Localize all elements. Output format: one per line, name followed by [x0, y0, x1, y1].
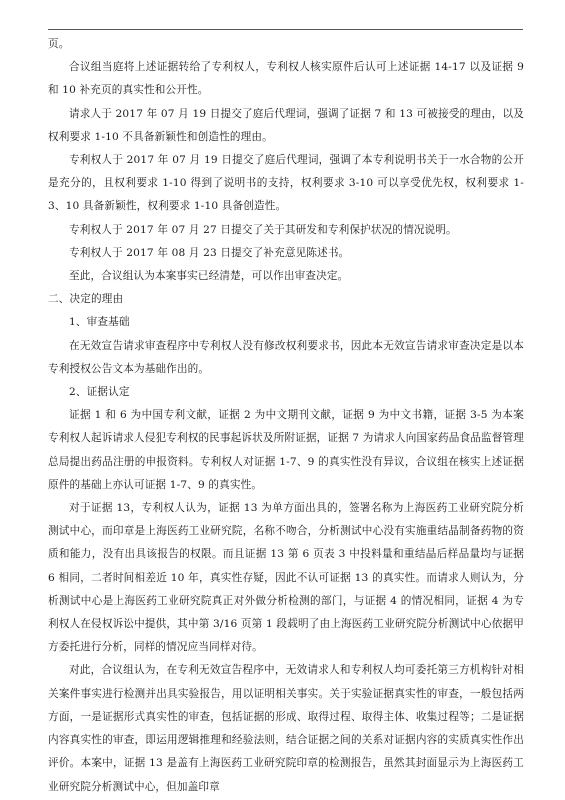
paragraph-examination-basis: 在无效宣告请求审查程序中专利权人没有修改权利要求书，因此本无效宣告请求审查决定是以本专利授权公告文本为基础作出的。	[48, 339, 524, 375]
section-heading-reasons: 二、决定的理由	[48, 293, 124, 306]
paragraph-collegial-opinion: 对此，合议组认为，在专利无效宣告程序中，无效请求人和专利权人均可委托第三方机构针对相关案件事实进行检测并出具实验报告，用以证明相关事实。关于实验证据真实性的审查，一般包括两方面，一是证据形式真实性的审查，包括证据的形成、取得过程、取得主体、收集过程等；二是证据内容真实性的审查，即运用逻辑推理和经验法则，结合证据之间的关系对证据内容的实质真实性作出评价。本案中，证据 13 是盖有上海医药工业研究院印章的检测报告，虽然其封面显示为上海医药工业研究院分析测试中心，但加盖印章	[48, 664, 524, 793]
document-body	[48, 33, 524, 799]
subheading-examination-basis: 1、审查基础	[69, 316, 130, 329]
header-rule	[48, 29, 523, 30]
paragraph-patentee-statement: 专利权人于 2017 年 07 月 19 日提交了庭后代理词，强调了本专利说明书关于一水合物的公开是充分的，且权利要求 1-10 得到了说明书的支持，权利要求 3-10 可以享受优先权，权利要求 1-3、10 具备新颖性，权利要求 1-10 具备创造性。	[48, 154, 524, 213]
paragraph-continuation: 页。	[48, 38, 70, 50]
subheading-evidence-determination: 2、证据认定	[69, 386, 130, 399]
paragraph-evidence-transfer: 合议组当庭将上述证据转给了专利权人，专利权人核实原件后认可上述证据 14-17 以及证据 9 和 10 补充页的真实性和公开性。	[48, 61, 524, 97]
paragraph-patentee-supplement: 专利权人于 2017 年 08 月 23 日提交了补充意见陈述书。	[69, 246, 350, 259]
paragraph-requester-statement: 请求人于 2017 年 07 月 19 日提交了庭后代理词，强调了证据 7 和 13 可被接受的理由，以及权利要求 1-10 不具备新颖性和创造性的理由。	[48, 107, 524, 143]
paragraph-facts-clear: 至此，合议组认为本案事实已经清楚，可以作出审查决定。	[69, 270, 349, 283]
paragraph-evidence-13-dispute: 对于证据 13，专利权人认为，证据 13 为单方面出具的，签署名称为上海医药工业研究院分析测试中心，而印章是上海医药工业研究院，名称不吻合，分析测试中心没有实施重结晶制备药物的资质和能力，没有出具该报告的权限。而且证据 13 第 6 页表 3 中投料量和重结晶后样品量均与证据 6 相同，二者时间相差近 10 年，真实性存疑，因此不认可证据 13 的真实性。而请求人则认为，分析测试中心是上海医药工业研究院真正对外做分析检测的部门，与证据 4 的情况相同，证据 4 为专利权人在侵权诉讼中提供，其中第 3/16 页第 1 段载明了由上海医药工业研究院分析测试中心依据甲方委托进行分析，同样的情况应当同样对待。	[48, 502, 524, 654]
paragraph-evidence-list: 证据 1 和 6 为中国专利文献，证据 2 为中文期刊文献，证据 9 为中文书籍，证据 3-5 为本案专利权人起诉请求人侵犯专利权的民事起诉状及所附证据，证据 7 为请求人向国家药品食品监督管理总局提出药品注册的申报资料。专利权人对证据 1-7、9 的真实性没有异议，合议组在核实上述证据原件的基础上亦认可证据 1-7、9 的真实性。	[48, 409, 524, 491]
paragraph-patentee-report: 专利权人于 2017 年 07 月 27 日提交了关于其研发和专利保护状况的情况说明。	[69, 223, 457, 236]
